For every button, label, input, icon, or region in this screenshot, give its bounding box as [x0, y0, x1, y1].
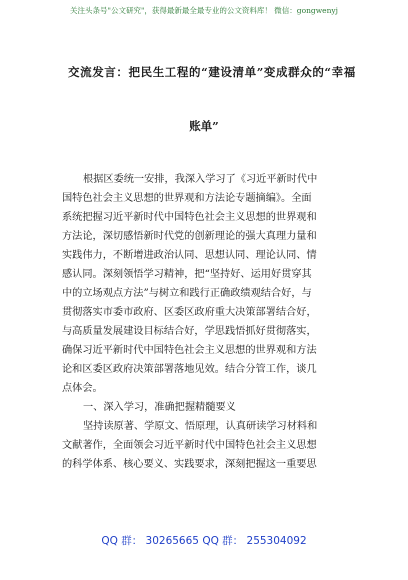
body-line: 文献著作，全面领会习近平新时代中国特色社会主义思想: [62, 440, 317, 451]
body-line: 与高质量发展建设目标结合好，学思践悟抓好贯彻落实，: [62, 326, 317, 337]
body-line: 坚持读原著、学原文、悟原理，认真研读学习材料和: [83, 421, 318, 432]
document-title-line-1: 交流发言：把民生工程的“建设清单”变成群众的“幸福: [68, 65, 356, 79]
body-line: 论和区委区政府决策部署落地见效。结合分管工作，谈几: [62, 364, 317, 375]
document-title-line-2: 账单”: [189, 119, 219, 133]
body-line: 感认同。深刻领悟学习精神，把“坚持好、运用好贯穿其: [62, 269, 312, 280]
body-line: 系统把握习近平新时代中国特色社会主义思想的世界观和: [62, 212, 317, 223]
body-line: 的科学体系、核心要义、实践要求，深刻把握这一重要思: [62, 459, 317, 470]
section-heading: 一、深入学习，准确把握精髓要义: [83, 402, 236, 413]
body-line: 根据区委统一安排，我深入学习了《习近平新时代中: [83, 174, 318, 185]
body-line: 贯彻落实市委市政府、区委区政府重大决策部署结合好，: [62, 307, 317, 318]
document-body: [62, 170, 352, 474]
body-line: 中的立场观点方法”与树立和践行正确政绩观结合好，与: [62, 288, 312, 299]
header-notice: 关注头条号"公文研究"，获得最新最全最专业的公文资料库！ 微信：gongwenyj: [70, 6, 338, 15]
body-line: 点体会。: [62, 383, 103, 394]
body-line: 国特色社会主义思想的世界观和方法论专题摘编》。全面: [62, 193, 312, 204]
body-line: 实践伟力，不断增进政治认同、思想认同、理论认同、情: [62, 250, 317, 261]
body-line: 确保习近平新时代中国特色社会主义思想的世界观和方法: [62, 345, 317, 356]
body-line: 方法论，深切感悟新时代党的创新理论的强大真理力量和: [62, 231, 317, 242]
footer-contact: QQ 群： 30265665 QQ 群： 255304092: [101, 535, 307, 547]
